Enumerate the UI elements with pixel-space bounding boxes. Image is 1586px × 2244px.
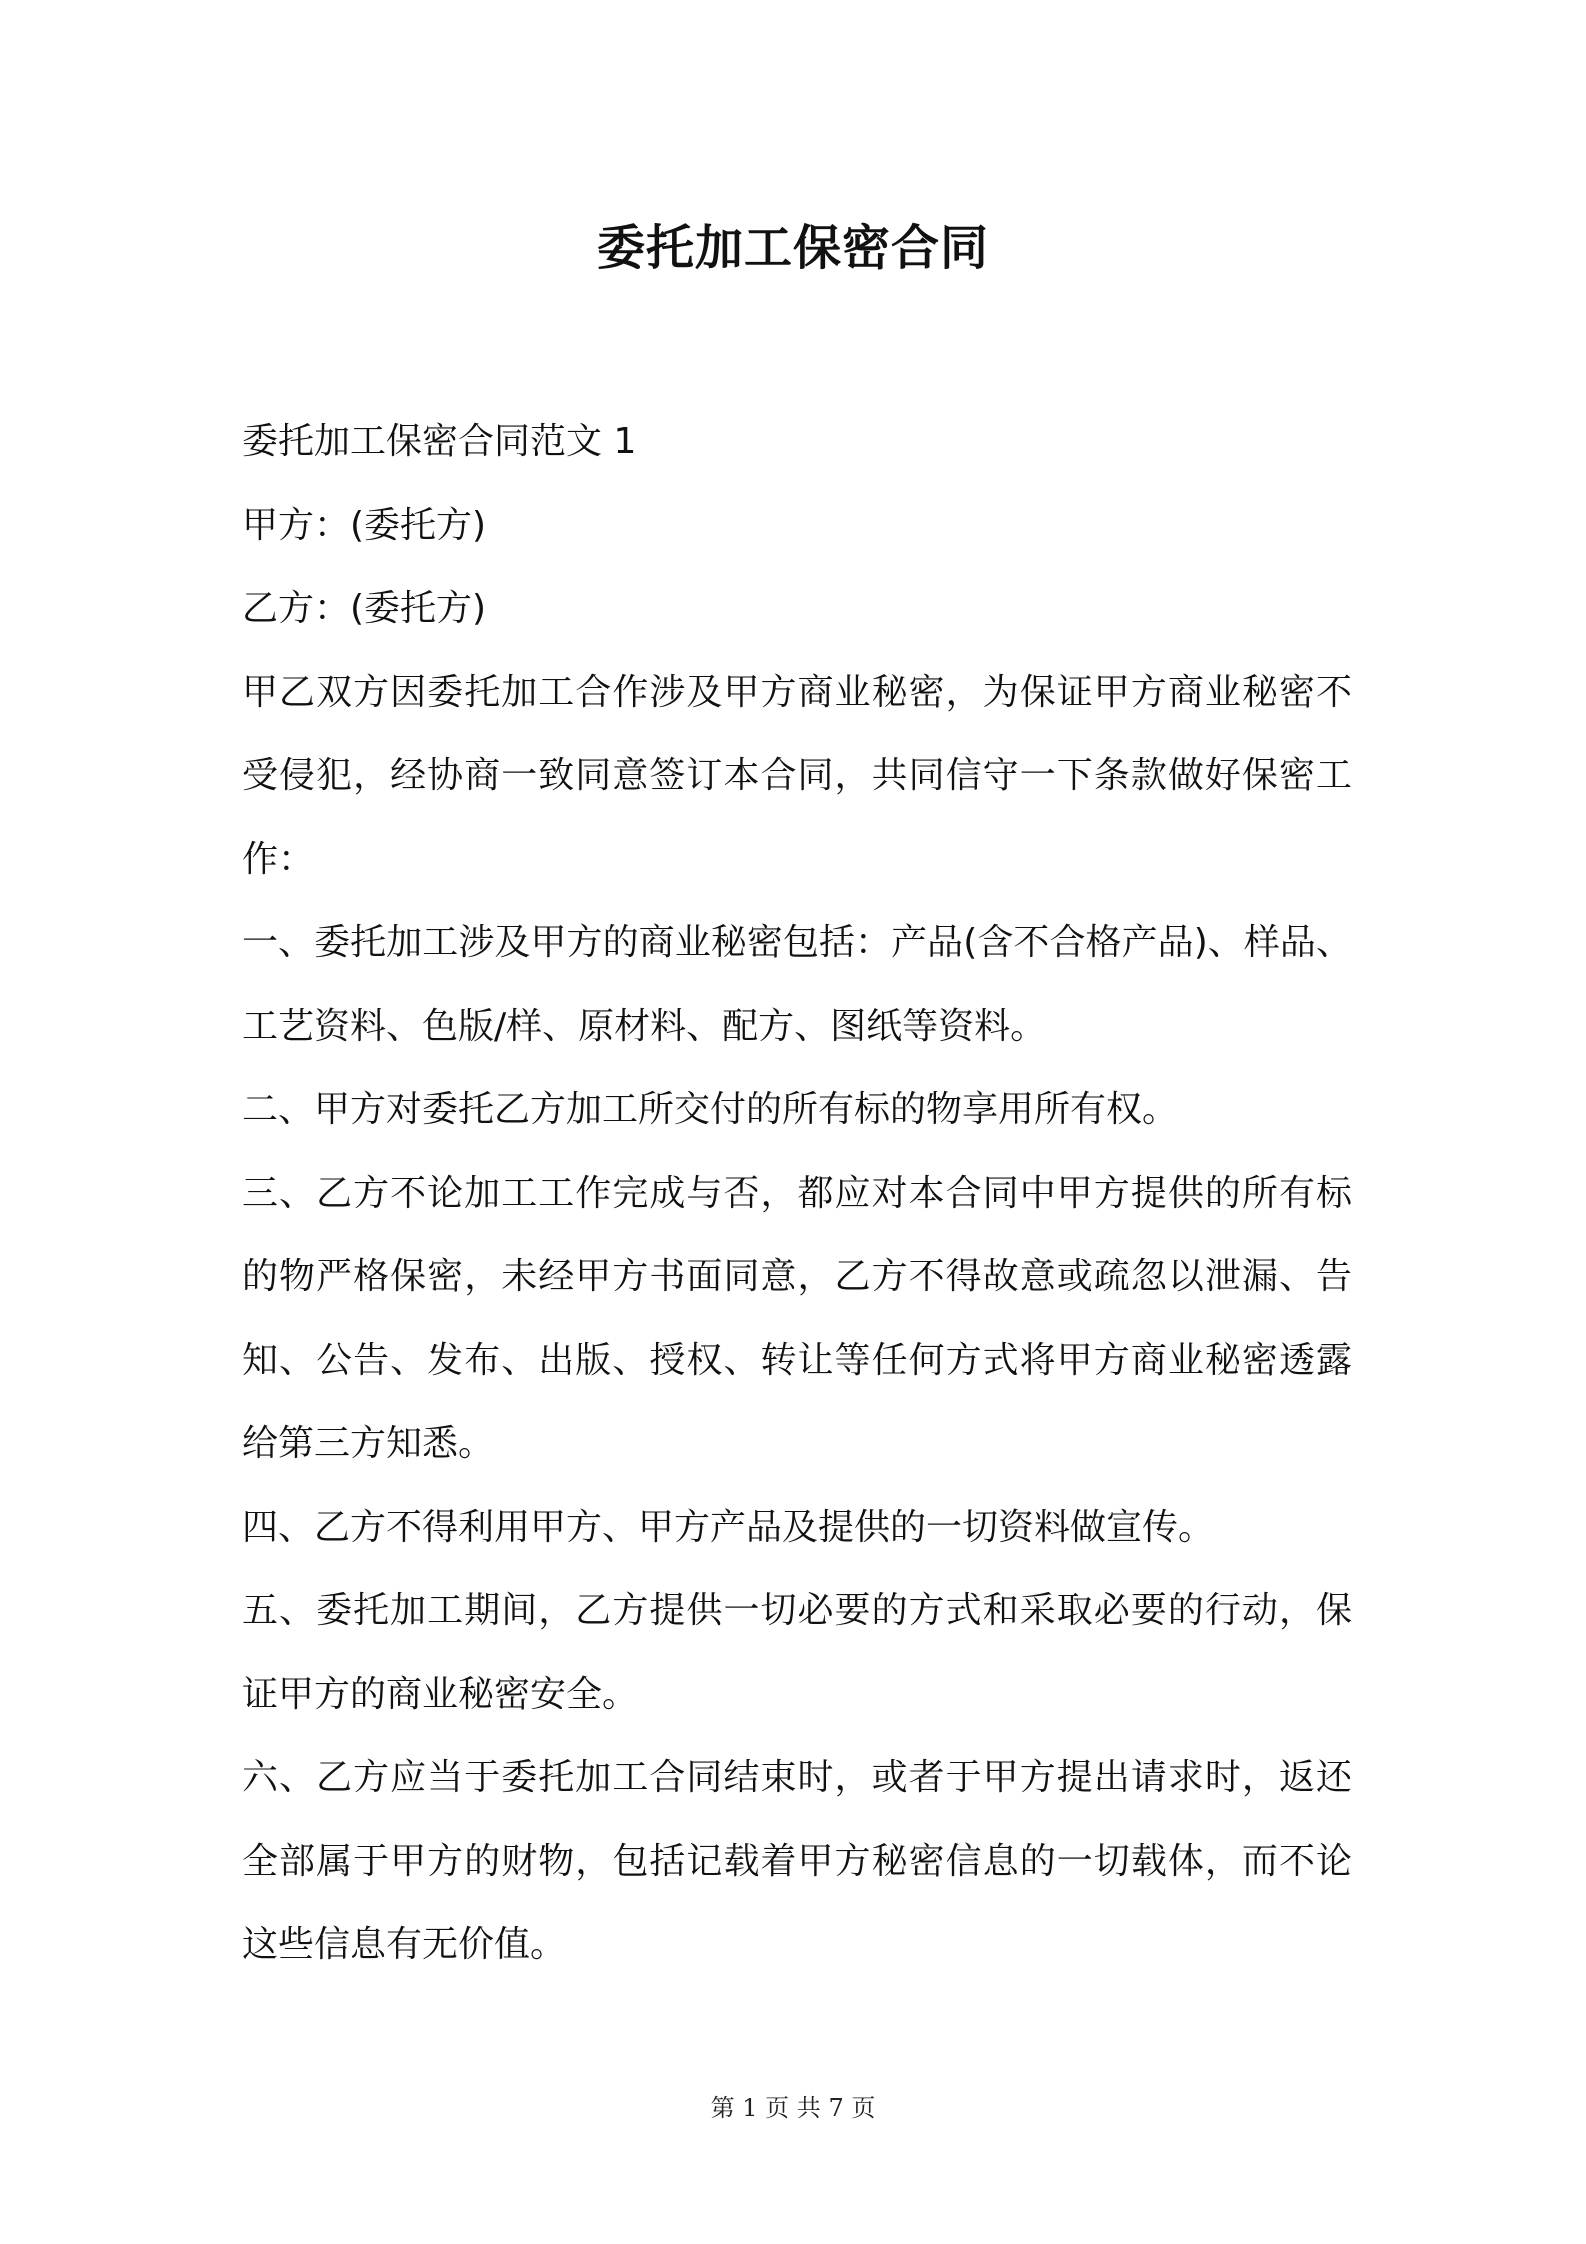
paragraph-preamble: 甲乙双方因委托加工合作涉及甲方商业秘密，为保证甲方商业秘密不受侵犯，经协商一致同意签订本合同，共同信守一下条款做好保密工作：: [242, 671, 1352, 880]
paragraph-party-b: 乙方：(委托方): [242, 588, 487, 629]
document-body: [242, 400, 1352, 1987]
paragraph-clause-4: 四、乙方不得利用甲方、甲方产品及提供的一切资料做宣传。: [242, 1506, 1215, 1548]
paragraph-clause-5: 五、委托加工期间，乙方提供一切必要的方式和采取必要的行动，保证甲方的商业秘密安全。: [242, 1590, 1352, 1715]
paragraph-clause-1: 一、委托加工涉及甲方的商业秘密包括：产品(含不合格产品)、样品、工艺资料、色版/样、原材料、配方、图纸等资料。: [242, 922, 1352, 1047]
paragraph-party-a: 甲方：(委托方): [242, 504, 487, 546]
paragraph-subtitle: 委托加工保密合同范文 1: [242, 421, 637, 462]
paragraph-clause-2: 二、甲方对委托乙方加工所交付的所有标的物享用所有权。: [242, 1089, 1179, 1130]
paragraph-clause-6: 六、乙方应当于委托加工合同结束时，或者于甲方提出请求时，返还全部属于甲方的财物，包括记载着甲方秘密信息的一切载体，而不论这些信息有无价值。: [242, 1757, 1352, 1965]
paragraph-clause-3: 三、乙方不论加工工作完成与否，都应对本合同中甲方提供的所有标的物严格保密，未经甲方书面同意，乙方不得故意或疏忽以泄漏、告知、公告、发布、出版、授权、转让等任何方式将甲方商业秘密透露给第三方知悉。: [242, 1172, 1352, 1464]
document-title: 委托加工保密合同: [596, 220, 989, 276]
page-number-footer: 第 1 页 共 7 页: [710, 2094, 876, 2122]
